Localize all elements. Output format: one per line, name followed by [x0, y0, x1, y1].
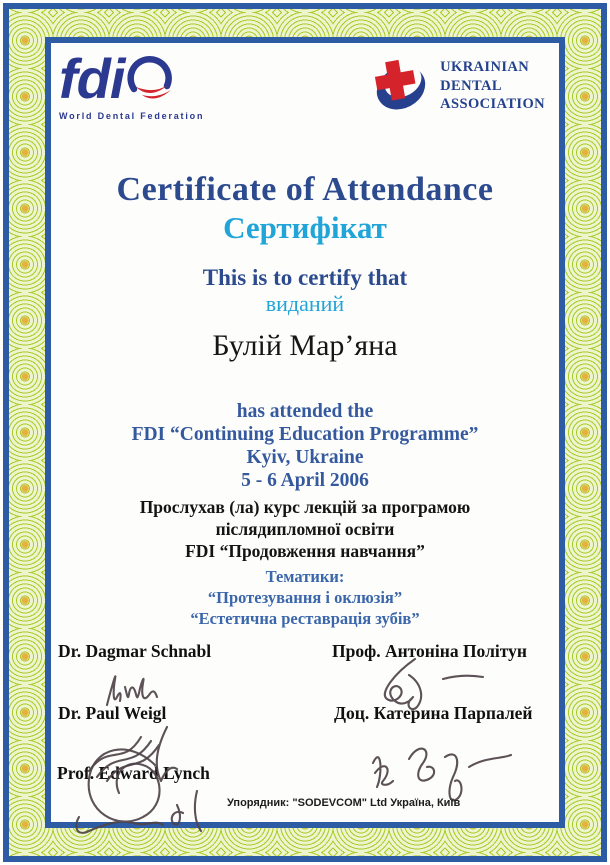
event-line: has attended the: [236, 401, 374, 422]
publisher-credit: Упорядник: "SODEVCOM" Ltd Україна, Київ: [227, 797, 461, 809]
signatory-weigl: Dr. Paul Weigl: [58, 703, 167, 723]
event-line: Kyiv, Ukraine: [246, 447, 364, 468]
fdi-symbol-icon: [124, 53, 176, 105]
event-line: 5 - 6 April 2006: [241, 470, 369, 491]
certify-line-english: This is to certify that: [202, 265, 408, 290]
course-description: [51, 496, 559, 562]
signatory-politun: Проф. Антоніна Політун: [332, 641, 527, 661]
fdi-logo: [59, 47, 249, 121]
topic-item: “Естетична реставрація зубів”: [190, 609, 420, 628]
topic-item: “Протезування і оклюзія”: [207, 588, 403, 607]
topics-heading: Тематики:: [265, 567, 345, 586]
certificate-title-english: Certificate of Attendance: [116, 171, 494, 208]
signature-scribble-schnabl: [93, 661, 173, 709]
course-line: післядипломної освіти: [215, 519, 395, 539]
certificate-title-ukrainian: Сертифікат: [223, 210, 387, 245]
recipient-name: Булій Мар’яна: [212, 329, 398, 362]
signatory-parpalei: Доц. Катерина Парпалей: [334, 703, 533, 723]
uda-logo: [370, 55, 545, 117]
uda-title: UKRAINIAN DENTAL ASSOCIATION: [440, 58, 545, 113]
topics-block: [51, 566, 559, 629]
event-details: [51, 400, 559, 492]
event-line: FDI “Continuing Education Programme”: [131, 424, 479, 445]
fdi-wordmark: fdi: [59, 47, 125, 110]
certify-line-ukrainian: виданий: [265, 291, 345, 316]
course-line: Прослухав (ла) курс лекцій за програмою: [139, 497, 471, 517]
certificate-body: [45, 37, 565, 828]
fdi-subtitle: World Dental Federation: [59, 111, 205, 121]
course-line: FDI “Продовження навчання”: [185, 541, 425, 561]
signatory-schnabl: Dr. Dagmar Schnabl: [58, 641, 212, 661]
uda-symbol-icon: [370, 55, 432, 117]
signatory-lynch: Prof. Edward Lynch: [57, 763, 210, 783]
signature-scribble-lynch: [59, 731, 249, 839]
guilloche-border: [3, 3, 607, 862]
